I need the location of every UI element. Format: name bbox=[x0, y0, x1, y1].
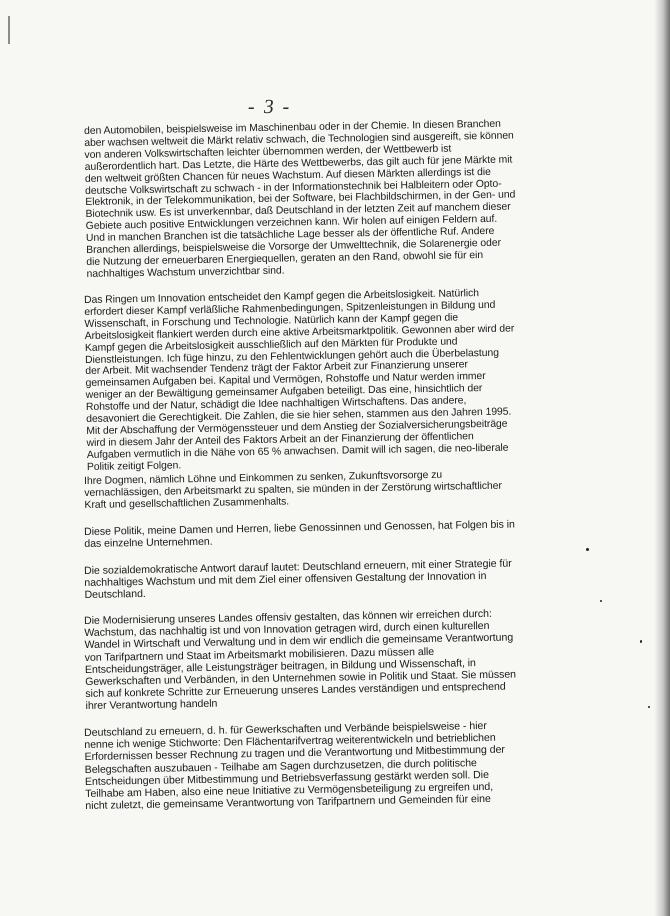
paragraph: Das Ringen um Innovation entscheidet den Kampf gegen die Arbeitslosigkeit. Natürlich erfordert dieser Kampf verläßliche Rahmenbedingungen, Spitzenleistungen in Bildung und Wissenschaft, in Forschung und Technologie. Natürlich kann der Kampf gegen die Arbeitslosigkeit flankiert werden durch eine aktive Arbeitsmarktpolitik. Gewonnen aber wird der Kampf gegen die Arbeitslosigkeit ausschließlich auf den Märkten für Produkte und Dienstleistungen. Ich füge hinzu, zu den Fehlentwicklungen gehört auch die Überbelastung der Arbeit. Mit wachsender Tendenz trägt der Faktor Arbeit zur Finanzierung unserer gemeinsamen Aufgaben bei. Kapital und Vermögen, Rohstoffe und Natur werden immer weniger an der Bewältigung gemeinsamer Aufgaben beteiligt. Das eine, hinsichtlich der Rohstoffe und der Natur, schädigt die Idee nachhaltigen Wirtschaftens. Das andere, desavoniert die Gerechtigkeit. Die Zahlen, die sie hier sehen, stammen aus den Jahren 1995. Mit der Abschaffung der Vermögenssteuer und dem Anstieg der Sozialversicherungsbeiträge wird in diesem Jahr der Anteil des Faktors Arbeit an der Finanzierung der öffentlichen Aufgaben vermutlich in die Nähe von 65 % anwachsen. Damit will ich sagen, die neo-liberale Politik zeitigt Folgen. bbox=[84, 287, 515, 473]
scan-speck bbox=[600, 600, 602, 602]
scan-speck bbox=[586, 548, 589, 551]
paragraph: Die sozialdemokratische Antwort darauf lautet: Deutschland erneuern, mit einer Strategie für nachhaltiges Wachstum und mit dem Ziel einer offensiven Gestaltung der Innovation in Deutschland. bbox=[84, 557, 512, 601]
page-number: - 3 - bbox=[246, 96, 293, 118]
scan-mark bbox=[8, 16, 20, 44]
paragraph: den Automobilen, beispielsweise im Maschinenbau oder in der Chemie. In diesen Branchen aber wachsen weltweit die Märkt relativ schwach, die Technologien sind ausgereift, sie können von anderen Volkswirtschaften leichter übernommen werden, der Wettbewerb ist außerordentlich hart. Das Letzte, die Härte des Wettbewerbs, das gilt auch für jene Märkte mit den weltweit größten Chancen für neues Wachstum. Auf diesen Märkten allerdings ist die deutsche Volkswirtschaft zu schwach - in der Informationstechnik bei Halbleitern oder Opto-Elektronik, in der Telekommunikation, bei der Software, bei Flachbildschirmen, in der Gen- und Biotechnik usw. Es ist unverkennbar, daß Deutschland in der letzten Zeit auf manchem dieser Gebiete auch positive Entwicklungen verzeichnen kann. Wir holen auf einigen Feldern auf. Und in manchen Branchen ist die tatsächliche Lage besser als der öffentliche Ruf. Andere Branchen allerdings, beispielsweise die Vorsorge der Umwelttechnik, die Solarenergie oder die Nutzung der erneuerbaren Energiequellen, geraten an den Rand, obwohl sie für ein nachhaltiges Wachstum unverzichtbar sind. bbox=[84, 118, 516, 280]
document-body bbox=[84, 118, 517, 826]
paragraph: Diese Politik, meine Damen und Herren, liebe Genossinnen und Genossen, hat Folgen bis in das einzelne Unternehmen. bbox=[84, 518, 515, 551]
paragraph: Ihre Dogmen, nämlich Löhne und Einkommen zu senken, Zukunftsvorsorge zu vernachlässigen, den Arbeitsmarkt zu spalten, sie münden in der Zerstörung wirtschaftlicher Kraft und gesellschaftlichen Zusammenhalts. bbox=[84, 470, 502, 512]
scan-shadow-edge bbox=[654, 0, 670, 916]
paragraph: Deutschland zu erneuern, d. h. für Gewerkschaften und Verbände beispielsweise - hier nenne ich wenige Stichworte: Den Flächentarifvertrag weiterentwickeln und betrieblichen Erfordernissen besser Rechnung zu tragen und die Verantwortung und Mitbestimmung der Belegschaften auszubauen - Teilhabe am Sagen durchzusetzen, die durch politische Entscheidungen über Mitbestimmung und Betriebsverfassung gestärkt werden soll. Die Teilhabe am Haben, also eine neue Initiative zu Vermögensbeteiligung zu ergreifen und, nicht zuletzt, die gemeinsame Verantwortung von Tarifpartnern und Gemeinden für eine bbox=[84, 719, 505, 812]
scan-speck bbox=[648, 706, 650, 708]
paragraph: Die Modernisierung unseres Landes offensiv gestalten, das können wir erreichen durch: Wachstum, das nachhaltig ist und von Innovation getragen wird, durch einen kulturellen Wandel in Wirtschaft und Verwaltung und in dem wir endlich die gemeinsame Verantwortung von Tarifpartnern und Staat im Arbeitsmarkt mobilisieren. Dazu müssen alle Entscheidungsträger, alle Leistungsträger beitragen, in Bildung und Wissenschaft, in Gewerkschaften und Verbänden, in den Unternehmen sowie in Politik und Staat. Sie müssen sich auf konkrete Schritte zur Erneuerung unseres Landes verständigen und entsprechend ihrer Verantwortung handeln bbox=[84, 607, 517, 713]
scan-speck bbox=[640, 640, 642, 643]
